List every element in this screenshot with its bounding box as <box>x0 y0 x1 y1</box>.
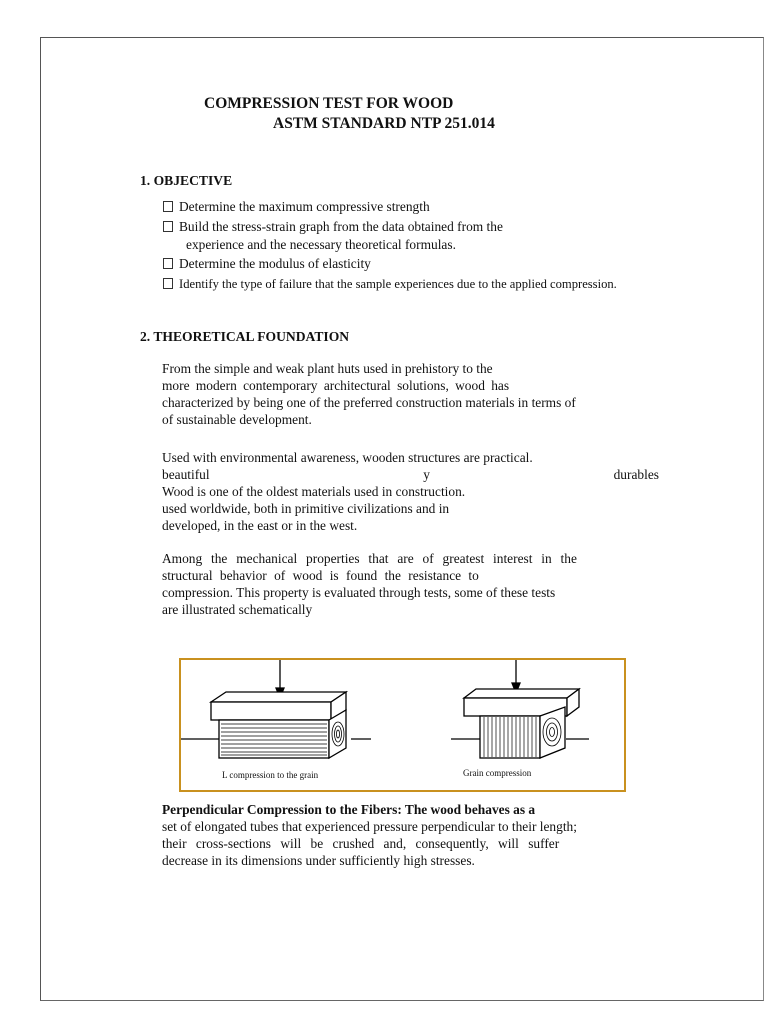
checkbox-icon <box>163 278 173 289</box>
p3-line-2: structural behavior of wood is found the resistance to <box>162 568 479 583</box>
perp-heading: Perpendicular Compression to the Fibers: The wood behaves as a <box>162 802 536 817</box>
p2-line-3: Wood is one of the oldest materials used in construction. <box>162 484 466 499</box>
p2-line-2: beautiful y durables <box>162 467 659 482</box>
checkbox-icon <box>163 258 173 269</box>
p3-line-3: compression. This property is evaluated through tests, some of these tests <box>162 585 556 600</box>
p3-line-4: are illustrated schematically <box>162 602 313 617</box>
title-line-1: COMPRESSION TEST FOR WOOD <box>204 95 454 112</box>
theory-heading: 2. THEORETICAL FOUNDATION <box>140 329 350 344</box>
figure-caption-left: L compression to the grain <box>222 770 319 780</box>
p1-line-1: From the simple and weak plant huts used in prehistory to the <box>162 361 493 376</box>
figure-caption-right: Grain compression <box>463 768 532 778</box>
perp-line-3: decrease in its dimensions under sufficiently high stresses. <box>162 853 475 868</box>
objective-heading: 1. OBJECTIVE <box>140 173 233 188</box>
objective-item-1: Determine the maximum compressive strength <box>163 198 430 215</box>
p3-line-1: Among the mechanical properties that are of greatest interest in the <box>162 551 577 566</box>
p2-line-4: used worldwide, both in primitive civilizations and in <box>162 501 450 516</box>
objective-item-2-cont: experience and the necessary theoretical formulas. <box>186 237 456 252</box>
title-line-2: ASTM STANDARD NTP 251.014 <box>273 115 495 132</box>
p2-line-1: Used with environmental awareness, wooden structures are practical. <box>162 450 533 465</box>
p2-line-5: developed, in the east or in the west. <box>162 518 358 533</box>
perp-line-1: set of elongated tubes that experienced pressure perpendicular to their length; <box>162 819 577 834</box>
p1-line-2: more modern contemporary architectural solutions, wood has <box>162 378 510 393</box>
checkbox-icon <box>163 201 173 212</box>
objective-item-3: Determine the modulus of elasticity <box>163 255 371 272</box>
objective-item-2: Build the stress-strain graph from the data obtained from the <box>163 218 503 235</box>
perp-line-2: their cross-sections will be crushed and, consequently, will suffer <box>162 836 560 851</box>
p1-line-3: characterized by being one of the preferred construction materials in terms of <box>162 395 576 410</box>
p1-line-4: of sustainable development. <box>162 412 312 427</box>
objective-item-4: Identify the type of failure that the sample experiences due to the applied compression. <box>163 276 617 293</box>
checkbox-icon <box>163 221 173 232</box>
